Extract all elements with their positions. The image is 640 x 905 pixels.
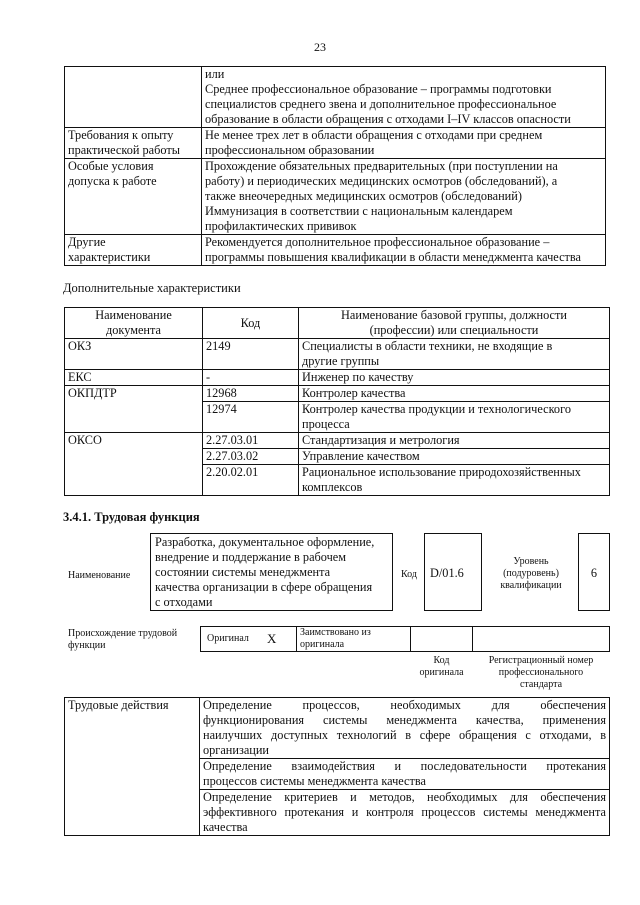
action-item: Определение критериев и методов, необходимых для обеспечения эффективного протекания и контроля процессов системы менеджмента качества	[200, 790, 610, 836]
level-value-box: 6	[578, 533, 610, 611]
table-row	[65, 128, 606, 159]
header-doc: Наименование документа	[65, 308, 203, 339]
row-text: Не менее трех лет в области обращения с отходами при среднем профессиональном образовании	[202, 128, 606, 159]
name-cell: Инженер по качеству	[299, 370, 610, 386]
function-name-box: Разработка, документальное оформление, внедрение и поддержание в рабочем состоянии системы менеджмента качества организации в сфере обращения с отходами	[150, 533, 393, 611]
table-row	[65, 386, 610, 402]
code-cell: 12968	[203, 386, 299, 402]
name-label: Наименование	[68, 570, 131, 581]
name-cell: Рациональное использование природохозяйственных комплексов	[299, 465, 610, 496]
doc-cell: ОКСО	[65, 433, 203, 496]
code-label: Код	[401, 569, 417, 580]
section-heading: 3.4.1. Трудовая функция	[63, 510, 200, 524]
code-cell: 2.20.02.01	[203, 465, 299, 496]
code-value-box: D/01.6	[424, 533, 482, 611]
code-original-label: Код оригинала	[419, 655, 464, 678]
table-row	[65, 159, 606, 235]
name-cell: Контролер качества	[299, 386, 610, 402]
table-header	[65, 308, 610, 339]
name-cell: Управление качеством	[299, 449, 610, 465]
page-number: 23	[314, 40, 326, 54]
actions-label: Трудовые действия	[65, 698, 200, 836]
table-row	[65, 370, 610, 386]
doc-cell: ЕКС	[65, 370, 203, 386]
table-row	[65, 235, 606, 266]
name-cell: Контролер качества продукции и технологического процесса	[299, 402, 610, 433]
code-cell: 2.27.03.02	[203, 449, 299, 465]
additional-table	[64, 307, 610, 496]
code-cell: 12974	[203, 402, 299, 433]
code-cell: -	[203, 370, 299, 386]
section-subtitle: Дополнительные характеристики	[63, 281, 241, 295]
header-name: Наименование базовой группы, должности (профессии) или специальности	[299, 308, 610, 339]
row-text: Прохождение обязательных предварительных (при поступлении на работу) и периодических медицинских осмотров (обследований), а также внеочередных медицинских осмотров (обследований) Иммунизация в соответствии с национальным календарем профилактических прививок	[202, 159, 606, 235]
doc-cell: ОКЗ	[65, 339, 203, 370]
row-text: или Среднее профессиональное образование – программы подготовки специалистов среднего звена и дополнительное профессиональное образование в области обращения с отходами I–IV классов опасности	[202, 67, 606, 128]
original-mark: X	[267, 631, 277, 646]
row-text: Рекомендуется дополнительное профессиональное образование – программы повышения квалификации в области менеджмента качества	[202, 235, 606, 266]
code-cell: 2149	[203, 339, 299, 370]
table-row	[65, 433, 610, 449]
original-box: Оригинал X	[200, 626, 297, 652]
row-label: Другие характеристики	[65, 235, 202, 266]
name-cell: Специалисты в области техники, не входящие в другие группы	[299, 339, 610, 370]
table-row	[65, 67, 606, 128]
reg-number-box	[472, 626, 610, 652]
code-original-box	[410, 626, 473, 652]
table-row	[65, 698, 610, 759]
row-label	[65, 67, 202, 128]
row-label: Требования к опыту практической работы	[65, 128, 202, 159]
requirements-table	[64, 66, 606, 266]
table-row	[65, 339, 610, 370]
actions-table	[64, 697, 610, 836]
name-cell: Стандартизация и метрология	[299, 433, 610, 449]
header-code: Код	[203, 308, 299, 339]
level-label: Уровень (подуровень) квалификации	[500, 556, 562, 591]
origin-label: Происхождение трудовой функции	[68, 628, 178, 651]
reg-number-label: Регистрационный номер профессионального стандарта	[488, 655, 594, 690]
row-label: Особые условия допуска к работе	[65, 159, 202, 235]
doc-cell: ОКПДТР	[65, 386, 203, 433]
borrowed-box: Заимствовано из оригинала	[296, 626, 411, 652]
action-item: Определение процессов, необходимых для обеспечения функционирования системы менеджмента качества, применения наилучших доступных технологий в сфере обращения с отходами, в организации	[200, 698, 610, 759]
action-item: Определение взаимодействия и последовательности протекания процессов системы менеджмента качества	[200, 759, 610, 790]
code-cell: 2.27.03.01	[203, 433, 299, 449]
